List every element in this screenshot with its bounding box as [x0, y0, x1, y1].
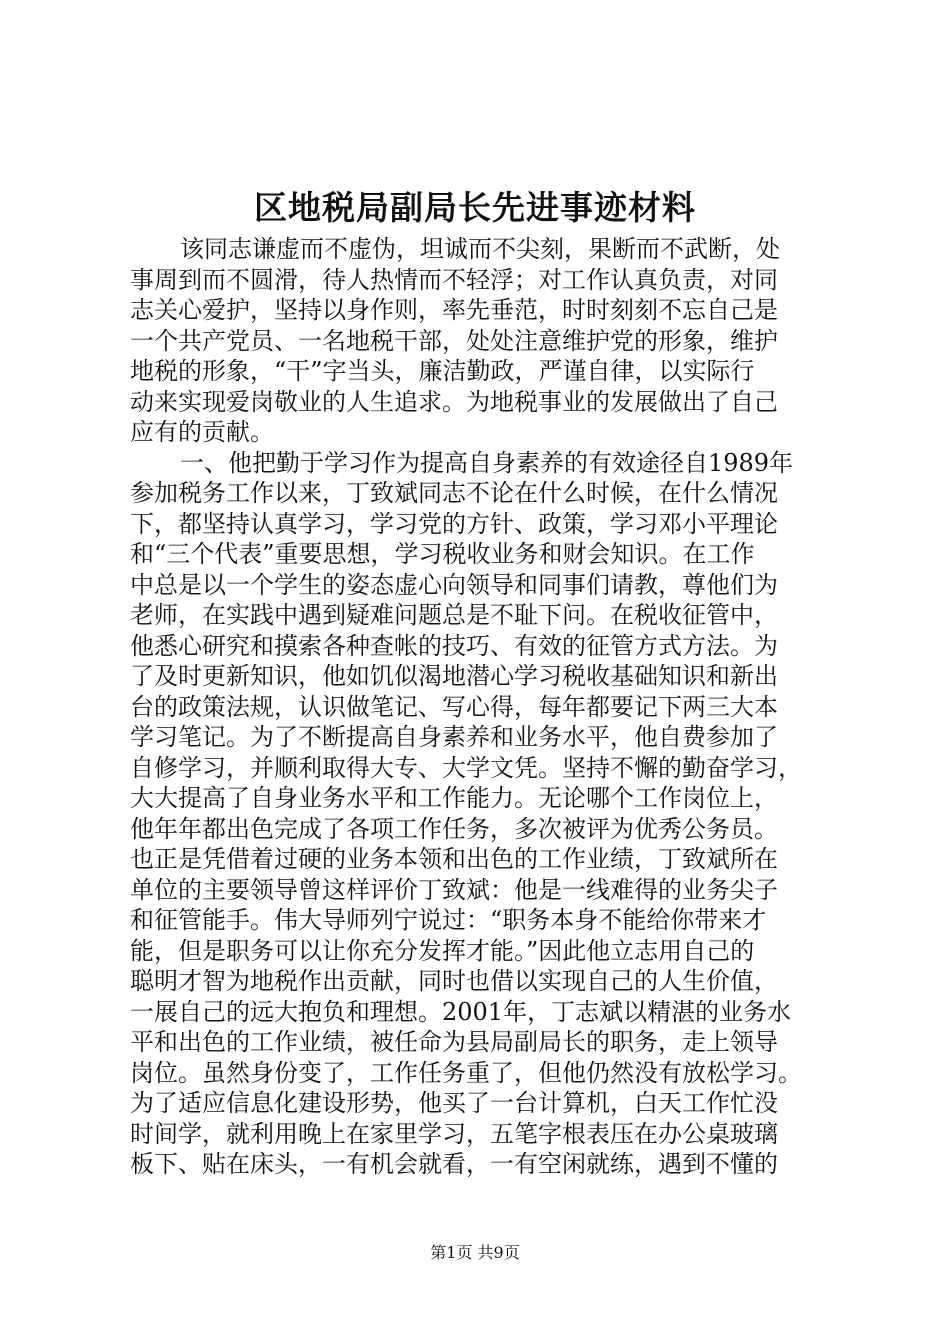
text-line: 了及时更新知识，他如饥似渴地潜心学习税收基础知识和新出	[130, 662, 778, 690]
text-line: 和征管能手。伟大导师列宁说过：“职务本身不能给你带来才	[130, 906, 767, 934]
text-line: 地税的形象，“干”字当头，廉洁勤政，严谨自律，以实际行	[130, 357, 755, 385]
text-line: 他年年都出色完成了各项工作任务，多次被评为优秀公务员。	[130, 814, 778, 843]
text-line: 志关心爱护，坚持以身作则，率先垂范，时时刻刻不忘自己是	[130, 296, 778, 324]
text-line: 一展自己的远大抱负和理想。2001年，丁志斌以精湛的业务水	[130, 997, 792, 1026]
text-line: 一个共产党员、一名地税干部，处处注意维护党的形象，维护	[130, 326, 778, 355]
text-line: 参加税务工作以来，丁致斌同志不论在什么时候，在什么情况	[130, 479, 778, 507]
text-line: 老师，在实践中遇到疑难问题总是不耻下问。在税收征管中，	[130, 601, 778, 629]
text-line: 大大提高了自身业务水平和工作能力。无论哪个工作岗位上，	[130, 784, 778, 812]
text-line: 学习笔记。为了不断提高自身素养和业务水平，他自费参加了	[130, 723, 778, 751]
text-line: 事周到而不圆滑，待人热情而不轻浮；对工作认真负责，对同	[130, 265, 778, 294]
text-line: 能，但是职务可以让你充分发挥才能。”因此他立志用自己的	[130, 936, 755, 965]
text-line: 下，都坚持认真学习，学习党的方针、政策，学习邓小平理论	[130, 509, 778, 538]
text-line: 聪明才智为地税作出贡献，同时也借以实现自己的人生价值，	[130, 967, 778, 995]
text-line: 为了适应信息化建设形势，他买了一台计算机，白天工作忙没	[130, 1089, 778, 1117]
text-line: 平和出色的工作业绩，被任命为县局副局长的职务，走上领导	[130, 1028, 778, 1056]
text-line: 一、他把勤于学习作为提高自身素养的有效途径自1989年	[180, 448, 794, 477]
text-line: 单位的主要领导曾这样评价丁致斌：他是一线难得的业务尖子	[130, 875, 778, 904]
document-body	[130, 234, 830, 1180]
text-line: 自修学习，并顺利取得大专、大学文凭。坚持不懈的勤奋学习，	[130, 753, 802, 782]
text-line: 板下、贴在床头，一有机会就看，一有空闲就练，遇到不懂的	[130, 1150, 778, 1178]
text-line: 也正是凭借着过硬的业务本领和出色的工作业绩，丁致斌所在	[130, 845, 778, 873]
text-line: 台的政策法规，认识做笔记、写心得，每年都要记下两三大本	[130, 692, 778, 721]
page-number-footer: 第1页 共9页	[430, 1243, 520, 1262]
text-line: 岗位。虽然身份变了，工作任务重了，但他仍然没有放松学习。	[130, 1058, 802, 1087]
text-line: 时间学，就利用晚上在家里学习，五笔字根表压在办公桌玻璃	[130, 1119, 778, 1148]
document-title: 区地税局副局长先进事迹材料	[254, 188, 696, 227]
text-line: 和“三个代表”重要思想，学习税收业务和财会知识。在工作	[130, 540, 755, 568]
text-line: 中总是以一个学生的姿态虚心向领导和同事们请教，尊他们为	[130, 570, 778, 599]
text-line: 他悉心研究和摸索各种查帐的技巧、有效的征管方式方法。为	[130, 631, 778, 660]
text-line: 应有的贡献。	[130, 418, 274, 446]
text-line: 动来实现爱岗敬业的人生追求。为地税事业的发展做出了自己	[130, 387, 778, 416]
text-line: 该同志谦虚而不虚伪，坦诚而不尖刻，果断而不武断，处	[180, 235, 780, 263]
